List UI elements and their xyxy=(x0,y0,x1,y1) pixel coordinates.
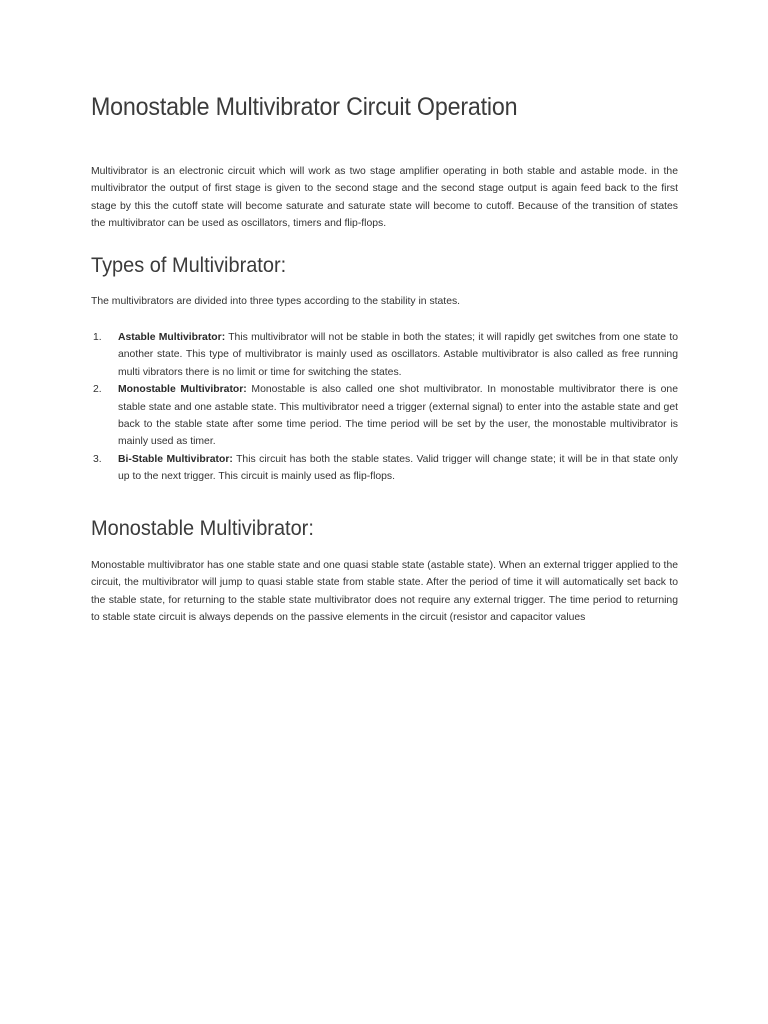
monostable-heading: Monostable Multivibrator: xyxy=(91,516,314,540)
list-item xyxy=(91,451,678,486)
page-title: Monostable Multivibrator Circuit Operation xyxy=(91,93,518,121)
list-item-term: Monostable Multivibrator: xyxy=(118,384,247,396)
list-item xyxy=(91,329,678,381)
monostable-paragraph: Monostable multivibrator has one stable state and one quasi stable state (astable state). When an external trigger applied to the circuit, the multivibrator will jump to quasi stable state from stable state. After the period of time it will automatically set back to the stable state, for returning to the stable state multivibrator does not require any external trigger. The time period to returning to stable state circuit is always depends on the passive elements in the circuit (resistor and capacitor values xyxy=(91,559,678,623)
list-item xyxy=(91,381,678,451)
list-item-number: 2. xyxy=(93,384,102,396)
list-item-number: 3. xyxy=(93,453,102,465)
intro-paragraph: Multivibrator is an electronic circuit which will work as two stage amplifier operating in both stable and astable mode. in the multivibrator the output of first stage is given to the second stage and the second stage output is again feed back to the first stage by this the cutoff state will become saturate and saturate state will become to cutoff. Because of the transition of states the multivibrator can be used as oscillators, timers and flip-flops. xyxy=(91,166,678,230)
list-item-number: 1. xyxy=(93,332,102,344)
types-lead-paragraph: The multivibrators are divided into three types according to the stability in states. xyxy=(91,295,461,307)
list-item-term: Bi-Stable Multivibrator: xyxy=(118,453,233,465)
list-item-text: This multivibrator will not be stable in both the states; it will rapidly get switches from one state to another state. This type of multivibrator is mainly used as oscillators. Astable multivibrator is also called as free running multi vibrators there is no limit or time for switching the states. xyxy=(118,332,678,378)
list-item-term: Astable Multivibrator: xyxy=(118,332,226,344)
types-heading: Types of Multivibrator: xyxy=(91,253,287,277)
list-item-text: Monostable is also called one shot multivibrator. In monostable multivibrator there is one stable state and one astable state. This multivibrator need a trigger (external signal) to enter into the astable state and get back to the stable state after some time period. The time period will be set by the user, the monostable multivibrator is mainly used as timer. xyxy=(118,384,678,448)
types-list xyxy=(91,329,678,486)
list-item-text: This circuit has both the stable states. Valid trigger will change state; it will be in that state only up to the next trigger. This circuit is mainly used as flip-flops. xyxy=(118,453,678,483)
